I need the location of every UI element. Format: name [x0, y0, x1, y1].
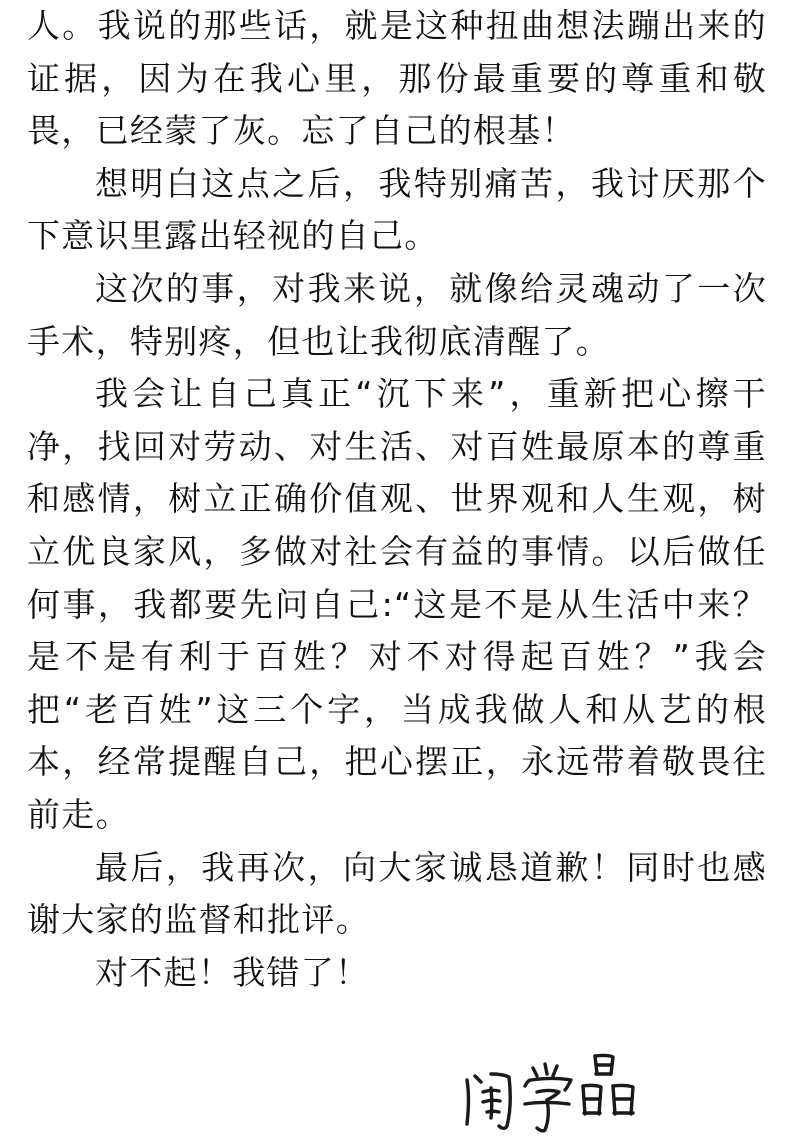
- paragraph-1: 人。我说的那些话，就是这种扭曲想法蹦出来的证据，因为在我心里，那份最重要的尊重和敬畏，已经蒙了灰。忘了自己的根基！: [27, 6, 767, 151]
- paragraph-5: 最后，我再次，向大家诚恳道歉！同时也感谢大家的监督和批评。: [27, 847, 767, 940]
- paragraph-3: 这次的事，对我来说，就像给灵魂动了一次手术，特别疼，但也让我彻底清醒了。: [27, 268, 767, 361]
- paragraph-2: 想明白这点之后，我特别痛苦，我讨厌那个下意识里露出轻视的自己。: [27, 163, 767, 256]
- letter-body: [27, 0, 767, 999]
- handwritten-signature: [445, 1040, 685, 1137]
- paragraph-6: 对不起！我错了！: [95, 952, 370, 992]
- paragraph-4: 我会让自己真正“沉下来”，重新把心擦干净，找回对劳动、对生活、对百姓最原本的尊重和感情，树立正确价值观、世界观和人生观，树立优良家风，多做对社会有益的事情。以后做任何事，我都要先问自己:“这是不是从生活中来？是不是有利于百姓？对不对得起百姓？”我会把“老百姓”这三个字，当成我做人和从艺的根本，经常提醒自己，把心摆正，永远带着敬畏往前走。: [27, 374, 767, 834]
- signature-drawing: [445, 1040, 685, 1137]
